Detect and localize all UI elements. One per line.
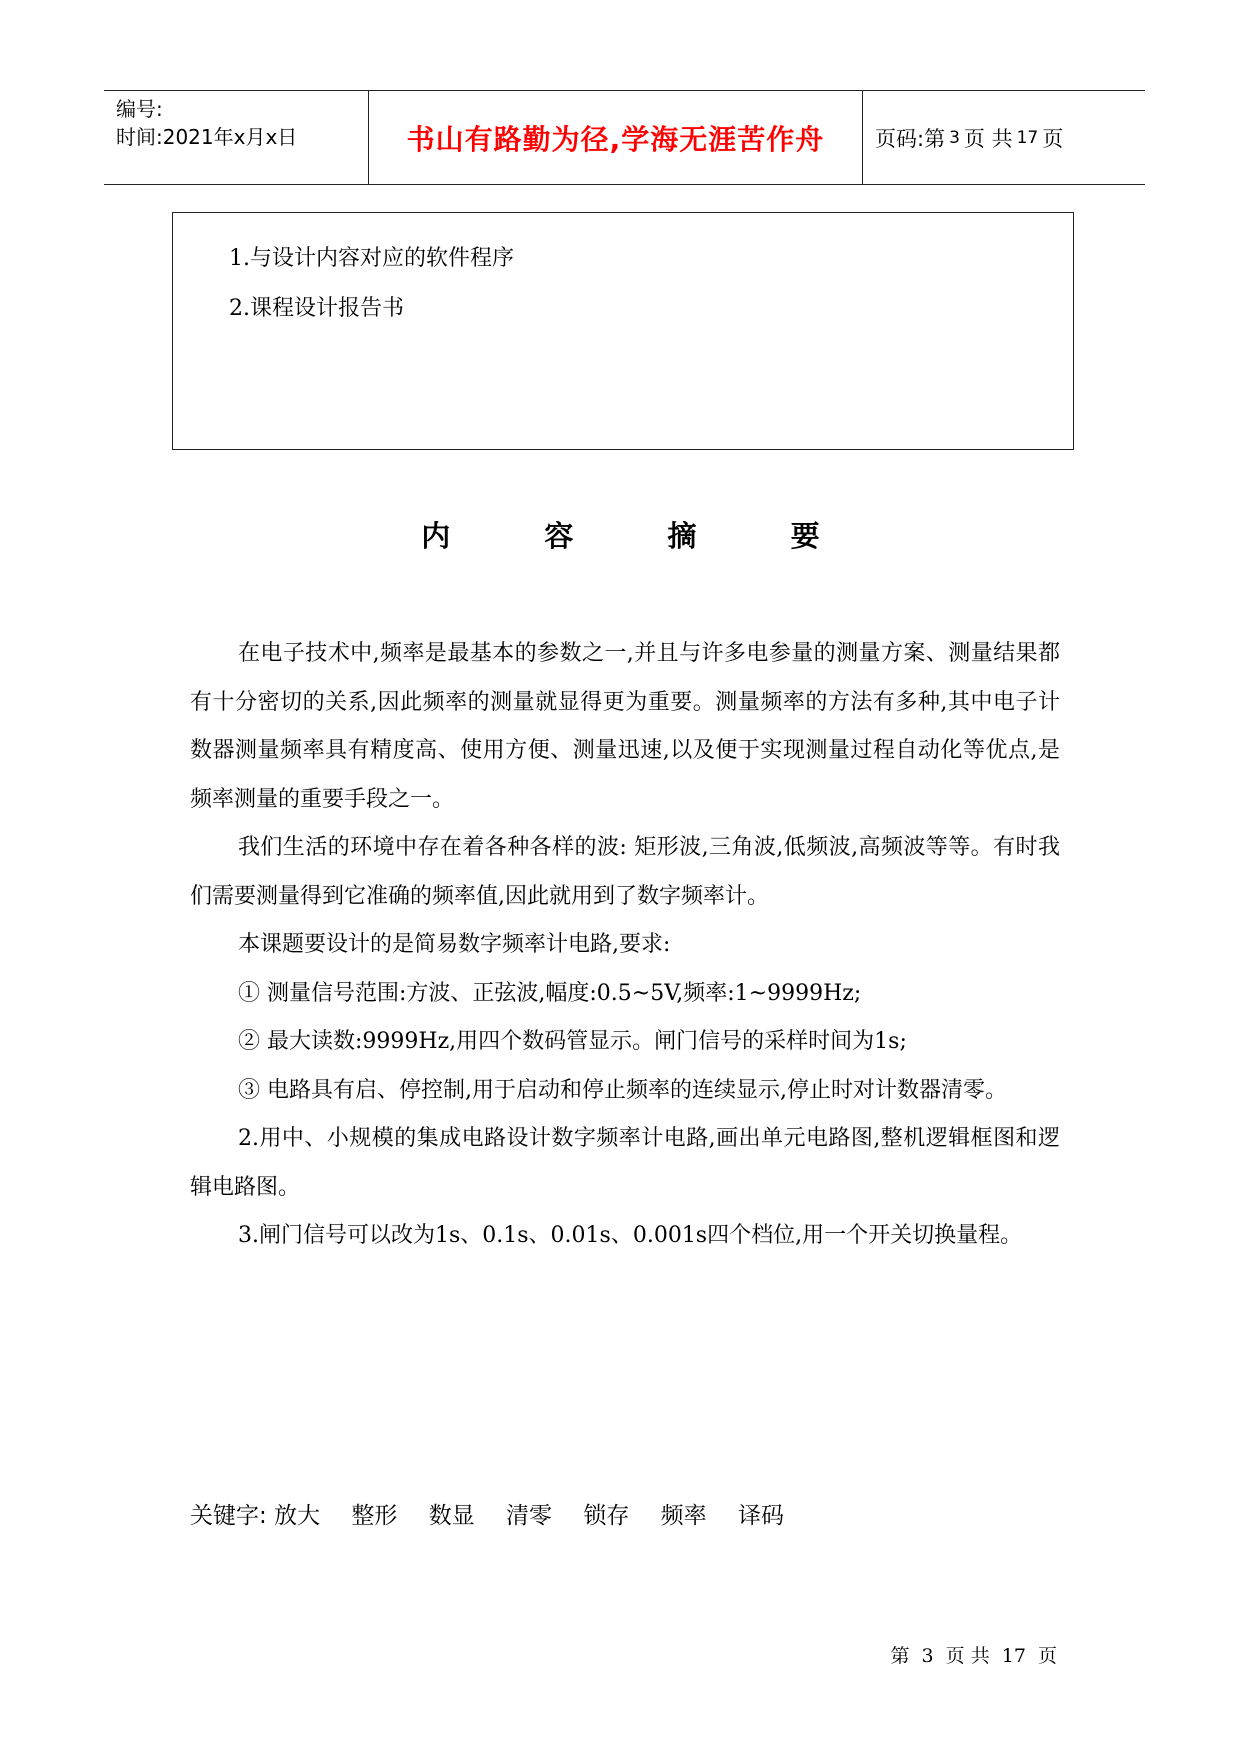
deliverable-item: 2.课程设计报告书 [229,296,404,321]
title-char: 摘 [667,519,697,553]
page-header [104,90,1145,185]
page-footer [890,1641,1057,1668]
page-total: 17 [1016,127,1039,148]
footer-suffix: 页 [1037,1645,1057,1667]
header-motto-cell [369,91,863,184]
keyword: 整形 [351,1503,398,1529]
page-prefix: 页码:第 [875,126,946,151]
motto: 书山有路勤为径,学海无涯苦作舟 [406,122,825,156]
header-meta [104,91,369,184]
keyword: 频率 [660,1503,707,1529]
page-suffix: 页 [1042,126,1064,151]
requirement-item: ③ 电路具有启、停控制,用于启动和停止频率的连续显示,停止时对计数器清零。 [238,1077,1007,1103]
abstract-body [190,630,1060,1261]
requirement-item: ② 最大读数:9999Hz,用四个数码管显示。闸门信号的采样时间为1s; [238,1029,907,1054]
footer-total: 17 [1001,1645,1026,1667]
footer-mid: 页 共 [945,1645,990,1667]
title-char: 内 [421,519,451,553]
abstract-title [0,514,1241,555]
keyword: 译码 [737,1503,784,1529]
footer-current: 3 [921,1645,934,1667]
keyword: 放大 [274,1503,321,1529]
keywords-label: 关键字: [190,1503,267,1529]
keyword: 清零 [506,1503,552,1529]
requirement-item: ① 测量信号范围:方波、正弦波,幅度:0.5~5V,频率:1~9999Hz; [238,980,862,1006]
footer-prefix: 第 [890,1645,910,1667]
keyword: 锁存 [583,1503,630,1529]
deliverable-item: 1.与设计内容对应的软件程序 [229,246,514,271]
keywords-line [190,1497,808,1530]
abstract-paragraph: 在电子技术中,频率是最基本的参数之一,并且与许多电参量的测量方案、测量结果都有十分密切的关系,因此频率的测量就显得更为重要。测量频率的方法有多种,其中电子计数器测量频率具有精度高、使用方便、测量迅速,以及便于实现测量过程自动化等优点,是频率测量的重要手段之一。 [190,641,1060,812]
requirement-item: 3.闸门信号可以改为1s、0.1s、0.01s、0.001s四个档位,用一个开关切换量程。 [238,1223,1023,1248]
keyword: 数显 [428,1503,475,1529]
page-mid: 页 共 [963,126,1013,151]
title-char: 容 [544,519,574,553]
title-char: 要 [790,519,820,553]
deliverables-box [172,212,1074,450]
abstract-paragraph: 本课题要设计的是简易数字频率计电路,要求: [238,932,671,957]
number-label: 编号: [116,97,163,121]
requirement-item: 2.用中、小规模的集成电路设计数字频率计电路,画出单元电路图,整机逻辑框图和逻辑电路图。 [190,1126,1060,1200]
page-current: 3 [949,127,960,148]
time-label: 时间:2021年x月x日 [116,125,298,149]
abstract-paragraph: 我们生活的环境中存在着各种各样的波: 矩形波,三角波,低频波,高频波等等。有时我们需要测量得到它准确的频率值,因此就用到了数字频率计。 [190,835,1060,909]
header-page-number [863,91,1145,184]
